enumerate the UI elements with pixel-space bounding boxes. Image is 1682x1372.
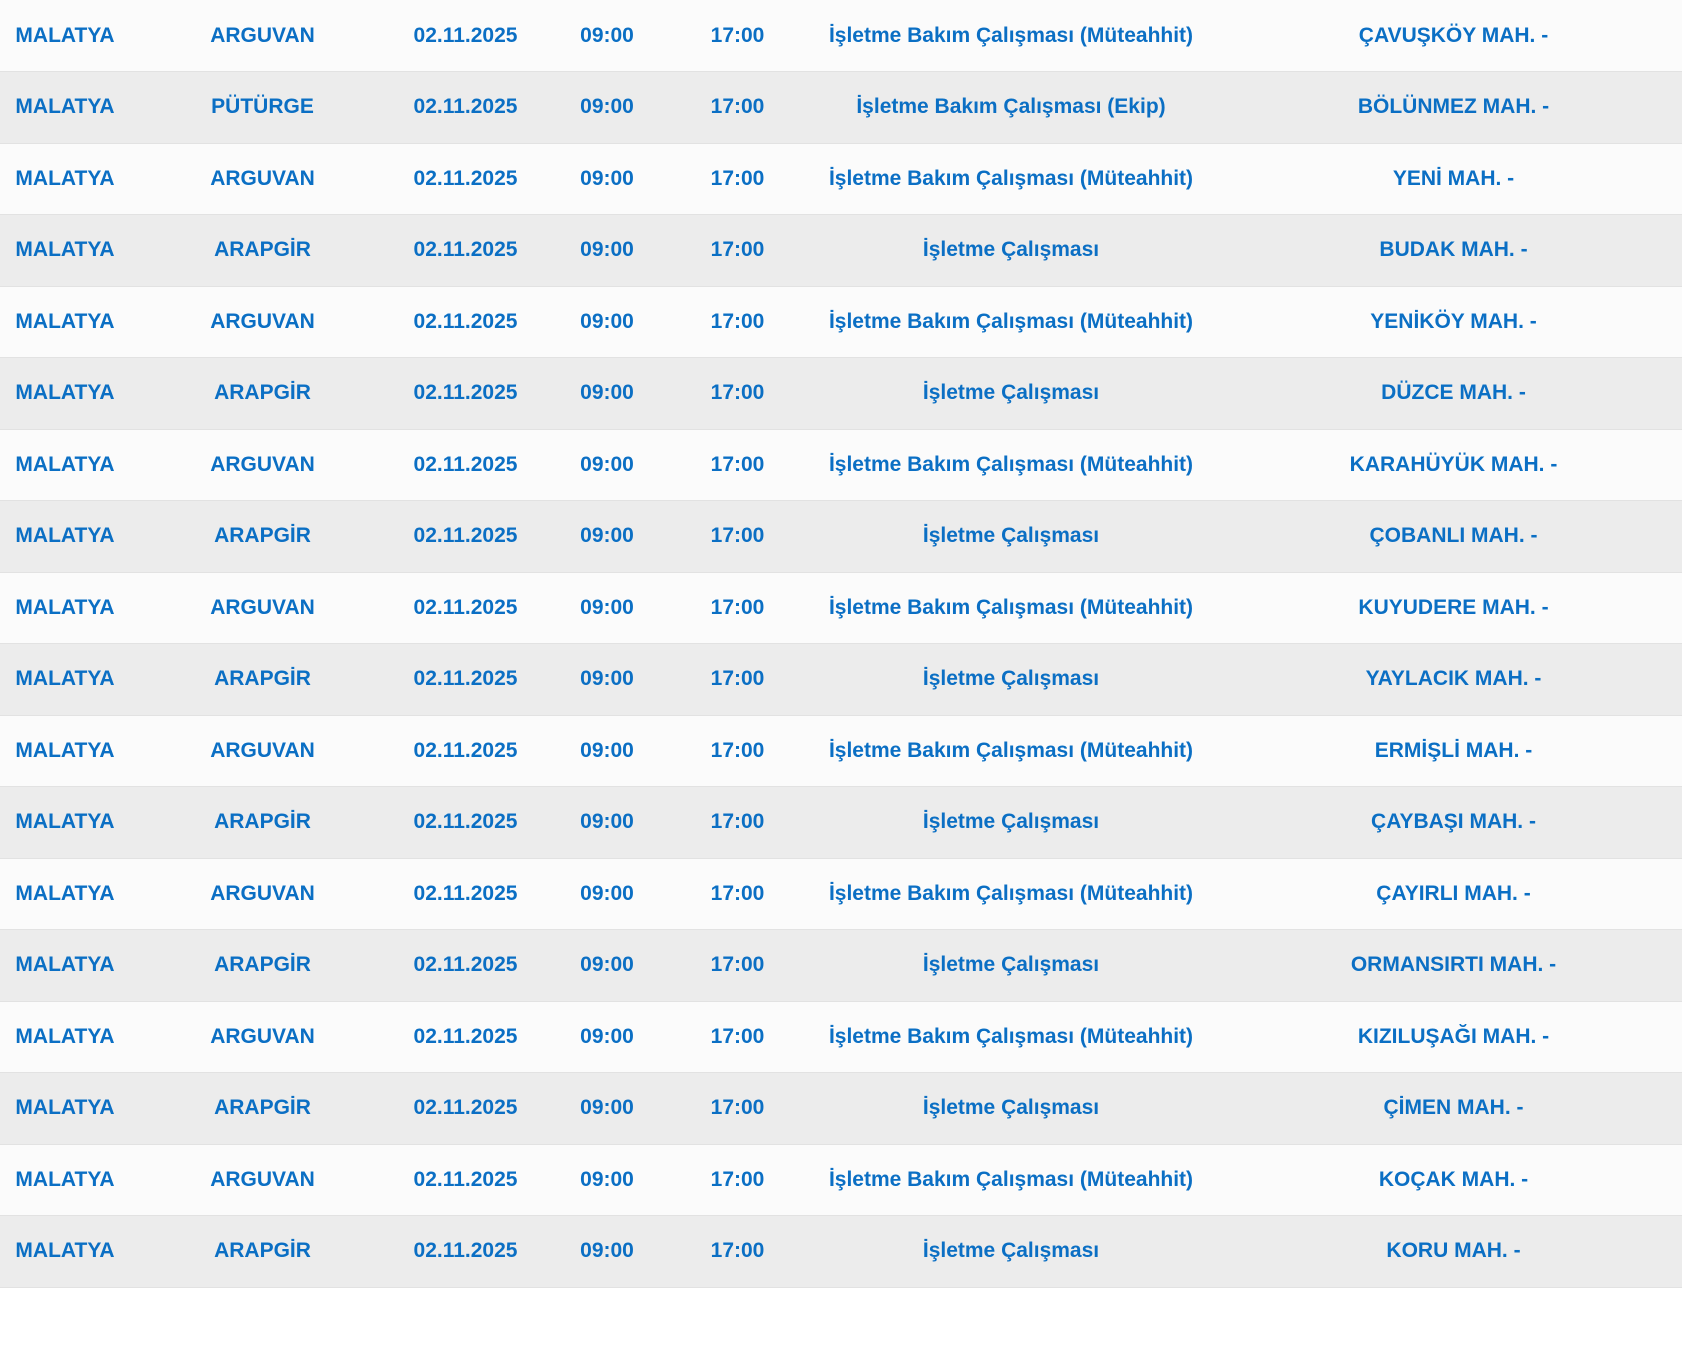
cell-end-time: 17:00 [678,358,797,430]
cell-date: 02.11.2025 [395,930,536,1002]
cell-date: 02.11.2025 [395,787,536,859]
cell-end-time: 17:00 [678,572,797,644]
cell-district: ARGUVAN [130,143,395,215]
cell-area: KARAHÜYÜK MAH. - [1225,429,1682,501]
table-row [0,787,1682,859]
cell-end-time: 17:00 [678,1073,797,1145]
cell-city: MALATYA [0,143,130,215]
cell-reason: İşletme Çalışması [797,1073,1225,1145]
cell-district: ARGUVAN [130,286,395,358]
cell-date: 02.11.2025 [395,143,536,215]
cell-start-time: 09:00 [536,215,678,287]
cell-end-time: 17:00 [678,644,797,716]
cell-city: MALATYA [0,858,130,930]
cell-district: ARGUVAN [130,1144,395,1216]
cell-city: MALATYA [0,715,130,787]
table-row [0,1216,1682,1288]
cell-reason: İşletme Çalışması [797,787,1225,859]
table-row [0,858,1682,930]
cell-area: ÇAVUŞKÖY MAH. - [1225,0,1682,72]
cell-end-time: 17:00 [678,858,797,930]
cell-start-time: 09:00 [536,143,678,215]
cell-reason: İşletme Çalışması [797,1216,1225,1288]
table-row [0,1001,1682,1073]
cell-area: BUDAK MAH. - [1225,215,1682,287]
cell-reason: İşletme Bakım Çalışması (Müteahhit) [797,143,1225,215]
table-row [0,1073,1682,1145]
cell-area: DÜZCE MAH. - [1225,358,1682,430]
cell-end-time: 17:00 [678,429,797,501]
cell-end-time: 17:00 [678,715,797,787]
cell-end-time: 17:00 [678,143,797,215]
cell-end-time: 17:00 [678,1001,797,1073]
table-row [0,429,1682,501]
table-row [0,501,1682,573]
table-row [0,286,1682,358]
cell-reason: İşletme Çalışması [797,644,1225,716]
cell-area: ÇAYIRLI MAH. - [1225,858,1682,930]
cell-area: YENİKÖY MAH. - [1225,286,1682,358]
cell-city: MALATYA [0,787,130,859]
cell-city: MALATYA [0,501,130,573]
cell-date: 02.11.2025 [395,429,536,501]
cell-start-time: 09:00 [536,1073,678,1145]
table-row [0,72,1682,144]
table-row [0,358,1682,430]
cell-area: YENİ MAH. - [1225,143,1682,215]
cell-start-time: 09:00 [536,787,678,859]
cell-start-time: 09:00 [536,358,678,430]
cell-city: MALATYA [0,358,130,430]
cell-district: ARGUVAN [130,429,395,501]
cell-end-time: 17:00 [678,930,797,1002]
cell-district: ARAPGİR [130,1216,395,1288]
cell-start-time: 09:00 [536,501,678,573]
cell-area: ÇİMEN MAH. - [1225,1073,1682,1145]
cell-reason: İşletme Bakım Çalışması (Müteahhit) [797,286,1225,358]
cell-city: MALATYA [0,1216,130,1288]
cell-date: 02.11.2025 [395,501,536,573]
cell-start-time: 09:00 [536,286,678,358]
cell-start-time: 09:00 [536,715,678,787]
cell-reason: İşletme Çalışması [797,501,1225,573]
cell-city: MALATYA [0,215,130,287]
cell-date: 02.11.2025 [395,72,536,144]
cell-reason: İşletme Bakım Çalışması (Müteahhit) [797,0,1225,72]
cell-start-time: 09:00 [536,644,678,716]
cell-area: KUYUDERE MAH. - [1225,572,1682,644]
cell-start-time: 09:00 [536,930,678,1002]
cell-city: MALATYA [0,1144,130,1216]
cell-city: MALATYA [0,0,130,72]
table-row [0,715,1682,787]
table-row [0,930,1682,1002]
cell-area: ORMANSIRTI MAH. - [1225,930,1682,1002]
cell-area: ERMİŞLİ MAH. - [1225,715,1682,787]
cell-date: 02.11.2025 [395,286,536,358]
cell-area: ÇAYBAŞI MAH. - [1225,787,1682,859]
table-row [0,572,1682,644]
cell-city: MALATYA [0,572,130,644]
cell-end-time: 17:00 [678,286,797,358]
cell-district: ARGUVAN [130,572,395,644]
table-row [0,644,1682,716]
cell-reason: İşletme Bakım Çalışması (Ekip) [797,72,1225,144]
cell-end-time: 17:00 [678,787,797,859]
cell-date: 02.11.2025 [395,715,536,787]
cell-city: MALATYA [0,286,130,358]
cell-district: PÜTÜRGE [130,72,395,144]
cell-district: ARGUVAN [130,858,395,930]
cell-start-time: 09:00 [536,1144,678,1216]
cell-district: ARAPGİR [130,787,395,859]
table-row [0,143,1682,215]
cell-district: ARAPGİR [130,501,395,573]
cell-date: 02.11.2025 [395,858,536,930]
cell-start-time: 09:00 [536,858,678,930]
cell-district: ARAPGİR [130,358,395,430]
cell-district: ARAPGİR [130,930,395,1002]
cell-area: YAYLACIK MAH. - [1225,644,1682,716]
cell-start-time: 09:00 [536,429,678,501]
cell-reason: İşletme Bakım Çalışması (Müteahhit) [797,858,1225,930]
cell-reason: İşletme Bakım Çalışması (Müteahhit) [797,429,1225,501]
cell-city: MALATYA [0,1001,130,1073]
cell-date: 02.11.2025 [395,215,536,287]
cell-end-time: 17:00 [678,1144,797,1216]
cell-city: MALATYA [0,72,130,144]
cell-district: ARGUVAN [130,715,395,787]
cell-reason: İşletme Çalışması [797,215,1225,287]
cell-reason: İşletme Çalışması [797,358,1225,430]
cell-date: 02.11.2025 [395,1216,536,1288]
cell-city: MALATYA [0,429,130,501]
table-row [0,1144,1682,1216]
cell-date: 02.11.2025 [395,1144,536,1216]
cell-start-time: 09:00 [536,72,678,144]
cell-reason: İşletme Bakım Çalışması (Müteahhit) [797,715,1225,787]
cell-city: MALATYA [0,644,130,716]
cell-area: KOÇAK MAH. - [1225,1144,1682,1216]
cell-date: 02.11.2025 [395,0,536,72]
cell-end-time: 17:00 [678,215,797,287]
cell-district: ARGUVAN [130,0,395,72]
cell-date: 02.11.2025 [395,572,536,644]
cell-district: ARAPGİR [130,644,395,716]
cell-start-time: 09:00 [536,572,678,644]
cell-area: ÇOBANLI MAH. - [1225,501,1682,573]
cell-district: ARAPGİR [130,215,395,287]
cell-city: MALATYA [0,1073,130,1145]
cell-reason: İşletme Çalışması [797,930,1225,1002]
cell-area: KORU MAH. - [1225,1216,1682,1288]
cell-date: 02.11.2025 [395,644,536,716]
cell-end-time: 17:00 [678,1216,797,1288]
cell-area: BÖLÜNMEZ MAH. - [1225,72,1682,144]
cell-start-time: 09:00 [536,1001,678,1073]
cell-area: KIZILUŞAĞI MAH. - [1225,1001,1682,1073]
cell-reason: İşletme Bakım Çalışması (Müteahhit) [797,1144,1225,1216]
cell-district: ARAPGİR [130,1073,395,1145]
cell-reason: İşletme Bakım Çalışması (Müteahhit) [797,572,1225,644]
cell-city: MALATYA [0,930,130,1002]
cell-start-time: 09:00 [536,0,678,72]
table-row [0,215,1682,287]
cell-date: 02.11.2025 [395,1001,536,1073]
cell-reason: İşletme Bakım Çalışması (Müteahhit) [797,1001,1225,1073]
cell-end-time: 17:00 [678,72,797,144]
cell-district: ARGUVAN [130,1001,395,1073]
cell-start-time: 09:00 [536,1216,678,1288]
cell-date: 02.11.2025 [395,1073,536,1145]
table-row [0,0,1682,72]
cell-end-time: 17:00 [678,501,797,573]
cell-end-time: 17:00 [678,0,797,72]
cell-date: 02.11.2025 [395,358,536,430]
